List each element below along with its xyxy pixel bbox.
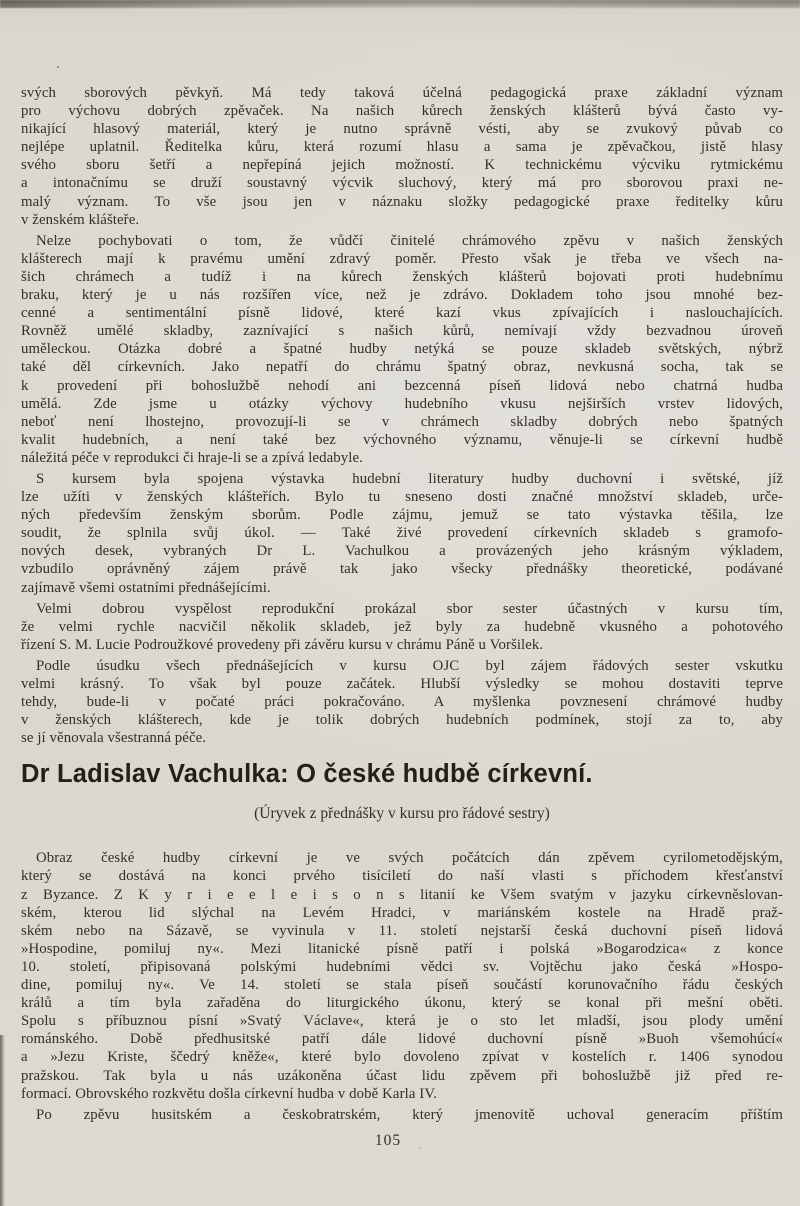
text-line: v ženském klášteře.	[21, 211, 140, 228]
text-line: pro výchovu dobrých zpěvaček. Na našich kůrech ženských klášterů bývá často vy-	[21, 103, 783, 120]
text-line: Velmi dobrou vyspělost reprodukční prokázal sbor sester účastných v kursu tím,	[36, 600, 783, 617]
text-line: ském nebo na Sázavě, se vyvinula v 11. století nejstarší česká duchovní píseň lidová	[21, 922, 783, 939]
text-line: také děl církevních. Jako nepatří do chrámu špatný obraz, nevkusná socha, tak se	[21, 359, 783, 376]
text-line: tehdy, bude-li v počaté práci pokračováno. A myšlenka povznesení chrámové hudby	[21, 694, 783, 711]
paragraph	[21, 232, 783, 467]
text-line: braku, který je u nás rozšířen více, než je zdrávo. Dokladem toho jsou mnohé bez-	[21, 287, 783, 304]
article-continuation	[21, 84, 783, 747]
text-line: nikající hlasový materiál, který je nutno správně vésti, aby se zvukový půvab co	[21, 121, 783, 138]
text-line: S kursem byla spojena výstavka hudební literatury hudby duchovní i světské, jíž	[36, 470, 783, 487]
text-line: a intonačnímu se druží soustavný výcvik sluchový, který má pro sborovou praxi ne-	[21, 175, 783, 192]
text-line: vzbudilo oprávněný zájem právě tak jako všecky přednášky theoretické, podávané	[21, 561, 783, 578]
page-body	[21, 84, 783, 1150]
text-line: řízení S. M. Lucie Podroužkové provedeny při závěru kursu v chrámu Páně u Voršilek.	[21, 636, 544, 653]
text-line: že velmi rychle nacvičil několik skladeb, jež byly za hudebně vkusného a pohotového	[21, 618, 783, 635]
text-line: kvalit hudebních, a není také bez výchovného významu, věnuje-li se církevní hudbě	[21, 431, 783, 448]
text-line: malý význam. To vše jsou jen v náznaku složky pedagogické praxe ředitelky kůru	[21, 193, 783, 210]
text-line: v ženských klášterech, kde je tolik dobrých hudebních podmínek, stojí za to, aby	[21, 712, 783, 729]
text-line: k provedení při bohoslužbě nehodí ani bezcenná píseň lidová nebo chatrná hudba	[21, 377, 783, 394]
scan-edge-left	[0, 1035, 5, 1206]
text-line: 10. století, připisovaná polskými hudebními vědci sv. Vojtěchu jako česká »Hospo-	[21, 958, 783, 975]
text-line: »Hospodine, pomiluj ny«. Mezi litanické písně patří i polská »Bogarodzica« z konce	[21, 940, 783, 957]
text-line: románského. Době předhusitské patří dále lidové duchovní písně »Buoh všemohúcí«	[21, 1031, 783, 1048]
page-number: 105	[374, 1131, 402, 1149]
text-line: nejlépe uplatnil. Ředitelka kůru, která rozumí hlasu a sama je zpěvačkou, jistě hlasy	[21, 139, 783, 156]
text-line: Nelze pochybovati o tom, že vůdčí činitelé chrámového zpěvu v našich ženských	[36, 232, 783, 249]
text-line: cenné a sentimentální písně lidové, které kazí vkus zpívajících i naslouchajících.	[21, 305, 783, 322]
text-line: Podle úsudku všech přednášejících v kursu OJC byl zájem řádových sester vskutku	[36, 657, 783, 674]
text-line: uměleckou. Otázka dobré a špatné hudby netýká se pouze skladeb světských, nýbrž	[21, 341, 783, 358]
article-subtitle: (Úryvek z přednášky v kursu pro řádové sestry)	[254, 805, 550, 823]
text-line: umělá. Zde jsme u otázky výchovy hudebního vkusu nejširších vrstev lidových,	[21, 395, 783, 412]
paragraph	[21, 84, 783, 229]
text-line: Po zpěvu husitském a českobratrském, který jmenovitě uchoval generacím příštím	[36, 1106, 783, 1123]
text-line: a »Jezu Kriste, ščedrý kněže«, které bylo dovoleno zpívat v kostelích r. 1406 synodou	[21, 1049, 783, 1066]
text-line: který se dostává na konci prvého tisíciletí do naší vlasti s příchodem křesťanství	[21, 868, 783, 885]
text-line: svých sborových pěvkyň. Má tedy taková účelná pedagogická praxe základní význam	[21, 85, 783, 101]
text-line: formací. Obrovského rozkvětu došla církevní hudba v době Karla IV.	[21, 1085, 437, 1102]
text-line: Rovněž umělé skladby, zaznívající s našich kůrů, nemívají vždy bezvadnou úroveň	[21, 323, 783, 340]
paragraph	[21, 657, 783, 747]
text-line: pražskou. Tak byla u nás uzákoněna účast lidu zpěvem při bohoslužbě již před re-	[21, 1067, 783, 1084]
text-line: ných především ženským sborům. Podle zájmu, jemuž se tato výstavka těšila, lze	[21, 507, 783, 524]
text-line: šich chrámech a tudíž i na kůrech ženských klášterů bojovati proti hudebnímu	[21, 268, 783, 285]
text-line: Spolu s příbuznou písní »Svatý Václave«, která je o sto let mladší, jsou plody umění	[21, 1013, 783, 1030]
text-line: velmi krásný. To však byl pouze začátek. Hlubší výsledky se mohou dostaviti teprve	[21, 676, 783, 692]
text-line: náležitá péče v reprodukci či hraje-li se a zpívá ledabyle.	[21, 449, 363, 466]
text-line: z Byzance. Z K y r i e e l e i s o n s litanií ke Všem svatým v jazyku církevněslovan-	[21, 886, 783, 903]
paragraph	[21, 600, 783, 654]
text-line: svého sboru šetří a nepřepíná jejich možností. K technickému výcviku rytmickému	[21, 157, 783, 174]
text-line: ském, kterou lid slýchal na Levém Hradci, v mariánském kostele na Hradě praž-	[21, 904, 783, 921]
text-line: soudit, že splnila svůj úkol. — Také živé provedení církevních skladeb s gramofo-	[21, 525, 783, 542]
paragraph	[21, 1106, 783, 1124]
scan-edge-top	[0, 0, 800, 8]
text-line: Obraz české hudby církevní je ve svých počátcích dán zpěvem cyrilometodějským,	[36, 850, 783, 867]
text-line: klášterech mají k pravému umění zdravý poměr. Přesto však je třeba ve všech na-	[21, 250, 783, 267]
text-line: lze užíti v ženských klášteřích. Bylo tu sneseno dosti značné množství skladeb, urče-	[21, 489, 783, 506]
text-line: zajímavě všemi ostatními přednášejícími.	[21, 579, 271, 596]
paragraph	[21, 849, 783, 1102]
text-line: se jí věnovala všestranná péče.	[21, 730, 207, 747]
article-body	[21, 849, 783, 1123]
text-line: neboť není lhostejno, provozují-li se v chrámech skladby dobrých nebo špatných	[21, 413, 783, 430]
text-line: nových desek, vybraných Dr L. Vachulkou a provázených jeho krásným výkladem,	[21, 543, 783, 560]
article-heading: Dr Ladislav Vachulka: O české hudbě církevní.	[21, 760, 593, 789]
text-line: dine, pomiluj ny«. Ve 14. století se stala píseň součástí korunovačního řádu českých	[21, 977, 783, 994]
text-line: králů a tím byla zařaděna do liturgického úkonu, který se konal při mešní oběti.	[21, 995, 783, 1012]
paragraph	[21, 470, 783, 597]
